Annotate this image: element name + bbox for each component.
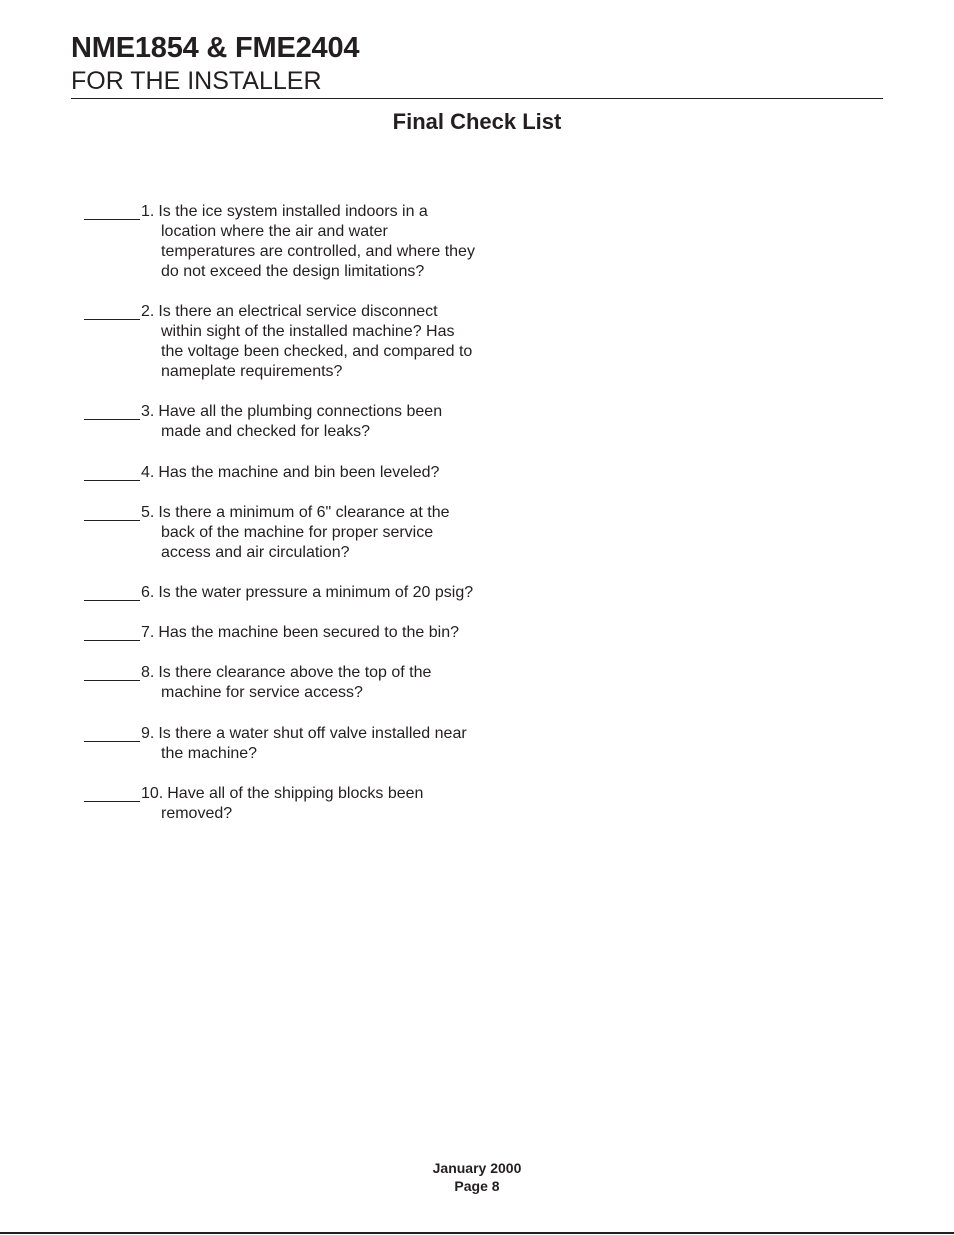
checkbox-blank[interactable] [84,623,140,641]
check-item-4 [84,463,484,483]
model-title: NME1854 & FME2404 [71,32,360,64]
item-question: Have all the plumbing connections been made and checked for leaks? [158,403,443,441]
checkbox-blank[interactable] [84,202,140,220]
check-item-3 [84,402,484,442]
section-title: FOR THE INSTALLER [71,67,322,95]
checkbox-blank[interactable] [84,302,140,320]
page-header [71,30,883,96]
item-question: Have all of the shipping blocks been removed? [161,784,424,822]
header-divider [71,98,883,99]
page-footer [0,1159,954,1195]
bottom-divider [0,1232,954,1234]
checkbox-blank[interactable] [84,784,140,802]
check-item-7 [84,623,484,643]
checkbox-blank[interactable] [84,724,140,742]
item-number: 1. [141,203,155,220]
checkbox-blank[interactable] [84,503,140,521]
item-question: Has the machine been secured to the bin? [158,624,459,642]
checkbox-blank[interactable] [84,463,140,481]
item-number: 2. [141,303,155,321]
item-question: Has the machine and bin been leveled? [158,463,440,481]
check-item-9 [84,724,484,764]
footer-page-number: Page 8 [454,1178,500,1194]
item-question: Is there clearance above the top of the machine for service access? [158,664,432,702]
item-number: 5. [141,503,155,521]
check-item-6 [84,583,484,603]
item-question: Is the ice system installed indoors in a location where the air and water temperatures are controlled, and where they do not exceed the design limitations? [158,203,475,280]
item-number: 7. [141,624,155,642]
final-check-list [84,202,484,844]
checkbox-blank[interactable] [84,583,140,601]
item-number: 8. [141,664,155,682]
footer-date: January 2000 [432,1160,522,1176]
item-number: 3. [141,403,155,421]
item-number: 10. [141,784,164,802]
checkbox-blank[interactable] [84,402,140,420]
check-item-1 [84,202,484,282]
item-question: Is there an electrical service disconnect within sight of the installed machine? Has the voltage been checked, and compared to nameplate requirements? [158,303,473,381]
check-item-10 [84,784,484,824]
item-number: 9. [141,724,155,742]
check-item-2 [84,302,484,382]
check-item-5 [84,503,484,563]
item-question: Is there a water shut off valve installed near the machine? [158,724,467,762]
page-heading: Final Check List [392,109,562,134]
item-number: 6. [141,583,155,601]
check-item-8 [84,663,484,703]
item-number: 4. [141,463,155,481]
item-question: Is the water pressure a minimum of 20 psig? [158,583,474,601]
item-question: Is there a minimum of 6" clearance at the back of the machine for proper service access and air circulation? [158,503,450,561]
checkbox-blank[interactable] [84,663,140,681]
